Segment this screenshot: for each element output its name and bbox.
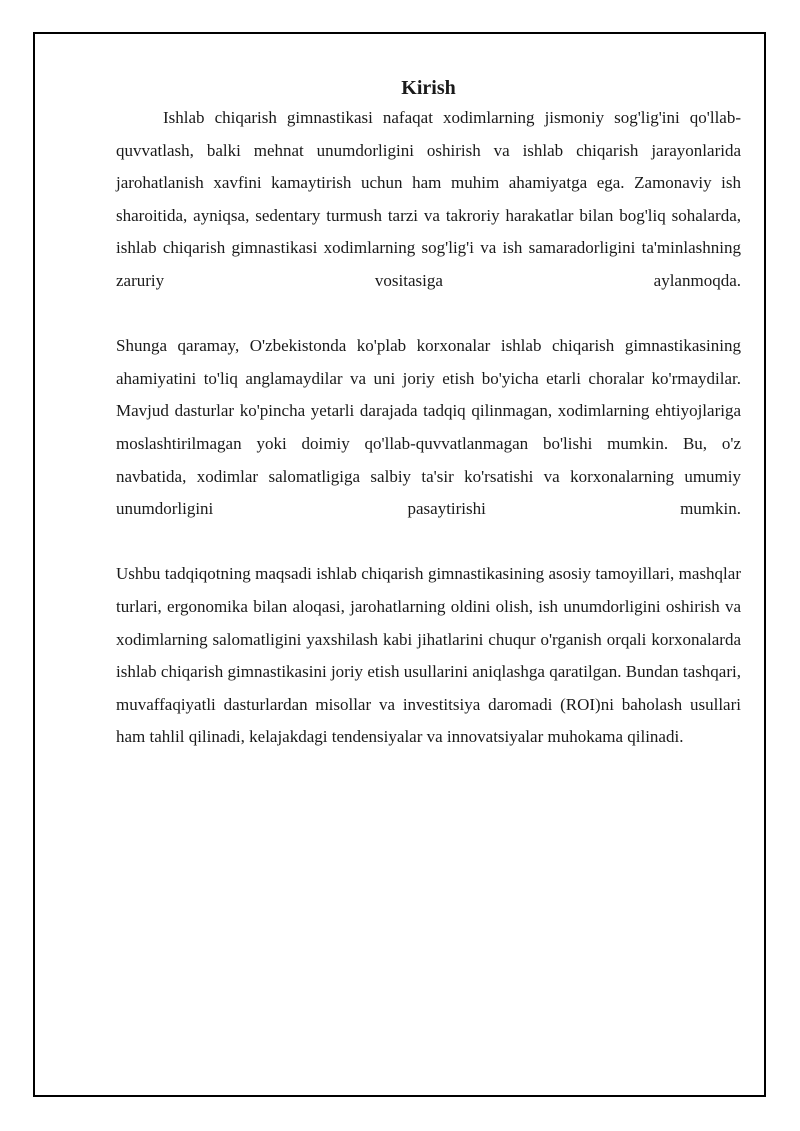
paragraph-research-goal: Ushbu tadqiqotning maqsadi ishlab chiqarish gimnastikasining asosiy tamoyillari, mashqlar turlari, ergonomika bilan aloqasi, jarohatlarning oldini olish, ish unumdorligini oshirish va xodimlarning salomatligini yaxshilash kabi jihatlarini chuqur o'rganish orqali korxonalarda ishlab chiqarish gimnastikasini joriy etish usullarini aniqlashga qaratilgan. Bundan tashqari, muvaffaqiyatli dasturlardan misollar va investitsiya daromadi (ROI)ni baholash usullari ham tahlil qilinadi, kelajakdagi tendensiyalar va innovatsiyalar muhokama qilinadi. (116, 564, 741, 747)
document-title: Kirish (401, 77, 456, 99)
paragraph-spacer (116, 526, 741, 559)
document-body (116, 76, 741, 754)
paragraph-problem-statement: Shunga qaramay, O'zbekistonda ko'plab korxonalar ishlab chiqarish gimnastikasining ahamiyatini to'liq anglamaydilar va uni joriy etish bo'yicha etarli choralar ko'rmaydilar. Mavjud dasturlar ko'pincha yetarli darajada tadqiq qilinmagan, xodimlarning ehtiyojlariga moslashtirilmagan yoki doimiy qo'llab-quvvatlanmagan bo'lishi mumkin. Bu, o'z navbatida, xodimlar salomatligiga salbiy ta'sir ko'rsatishi va korxonalarning umumiy unumdorligini pasaytirishi mumkin. (116, 336, 741, 519)
paragraph-introduction: Ishlab chiqarish gimnastikasi nafaqat xodimlarning jismoniy sog'lig'ini qo'llab-quvvatlash, balki mehnat unumdorligini oshirish va ishlab chiqarish jarayonlarida jarohatlanish xavfini kamaytirish uchun ham muhim ahamiyatga ega. Zamonaviy ish sharoitida, ayniqsa, sedentary turmush tarzi va takroriy harakatlar bilan bog'liq sohalarda, ishlab chiqarish gimnastikasi xodimlarning sog'lig'i va ish samaradorligini ta'minlashning zaruriy vositasiga aylanmoqda. (116, 108, 741, 290)
paragraph-spacer (116, 298, 741, 331)
